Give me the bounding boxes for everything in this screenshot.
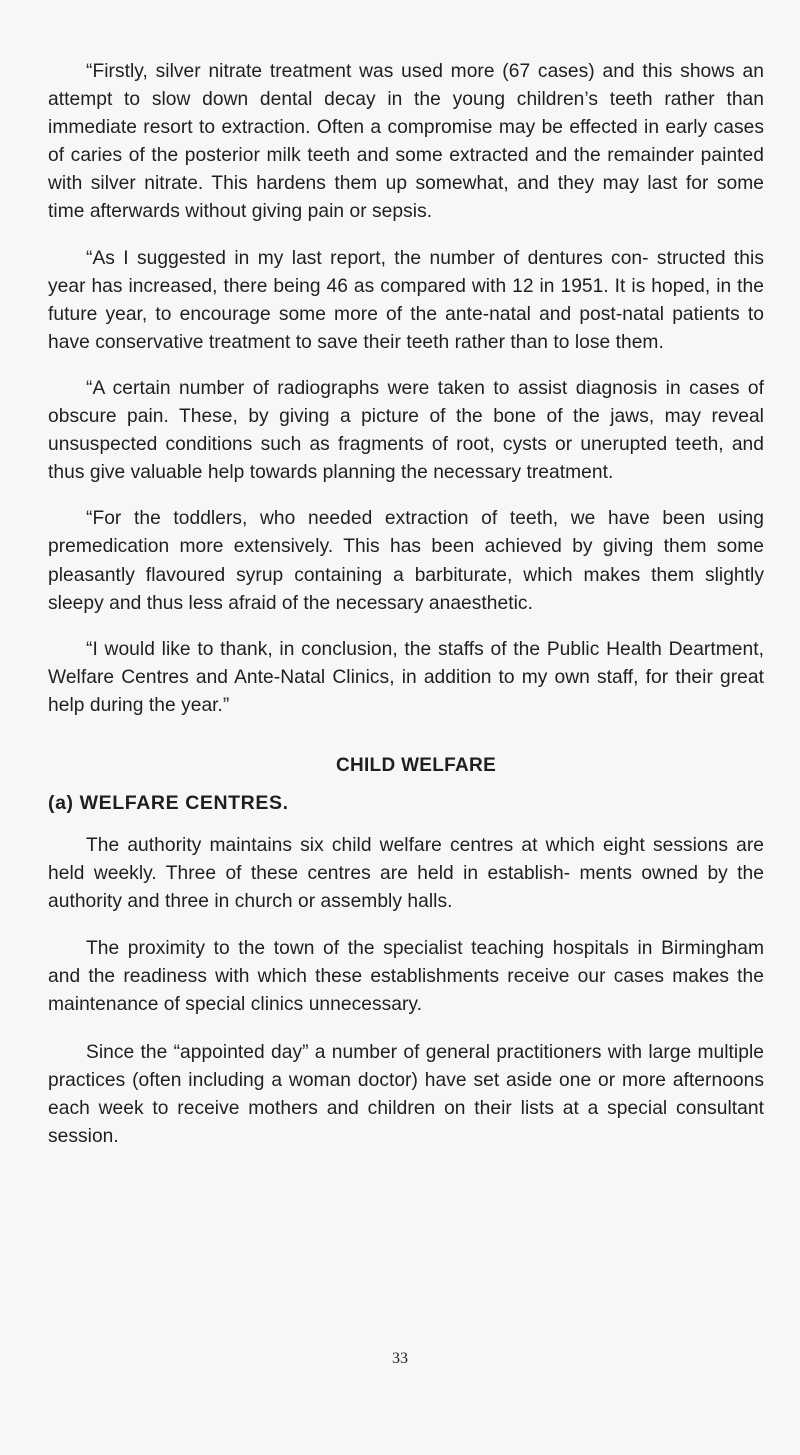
paragraph-welfare-centres: The authority maintains six child welfare centres at which eight sessions are held weekly. Three of these centres are held in establish- ments owned by the authority and three in church or assembly halls. [48, 834, 764, 913]
paragraph-toddlers: “For the toddlers, who needed extraction of teeth, we have been using premedication more extensively. This has been achieved by giving them some pleasantly flavoured syrup containing a barbiturate, which makes them slightly sleepy and thus less afraid of the necessary anaesthetic. [48, 508, 764, 614]
page-number: 33 [392, 1350, 408, 1367]
paragraph-dentures: “As I suggested in my last report, the number of dentures con- structed this year has increased, there being 46 as compared with 12 in 1951. It is hoped, in the future year, to encourage some more of the ante-natal and post-natal patients to have conservative treatment to save their teeth rather than to lose them. [48, 247, 764, 353]
paragraph-appointed-day: Since the “appointed day” a number of general practitioners with large multiple practices (often including a woman doctor) have set aside one or more afternoons each week to receive mothers and children on their lists at a special consultant session. [48, 1041, 764, 1147]
paragraph-silver-nitrate: “Firstly, silver nitrate treatment was used more (67 cases) and this shows an attempt to slow down dental decay in the young children’s teeth rather than immediate resort to extraction. Often a compromise may be effected in early cases of caries of the posterior milk teeth and some extracted and the remainder painted with silver nitrate. This hardens them up somewhat, and they may last for some time afterwards without giving pain or sepsis. [48, 61, 764, 223]
paragraph-radiographs: “A certain number of radiographs were taken to assist diagnosis in cases of obscure pain. These, by giving a picture of the bone of the jaws, may reveal unsuspected conditions such as fragments of root, cysts or unerupted teeth, and thus give valuable help towards planning the necessary treatment. [48, 377, 764, 484]
document-page [48, 58, 764, 1151]
subsection-heading: (a) WELFARE CENTRES. [48, 791, 289, 814]
paragraph-thanks: “I would like to thank, in conclusion, the staffs of the Public Health Deartment, Welfare Centres and Ante-Natal Clinics, in addition to my own staff, for their great help during the year.” [48, 638, 764, 716]
section-heading: CHILD WELFARE [335, 754, 497, 776]
paragraph-hospitals: The proximity to the town of the specialist teaching hospitals in Birmingham and the readiness with which these establishments receive our cases makes the maintenance of special clinics unnecessary. [48, 938, 764, 1016]
